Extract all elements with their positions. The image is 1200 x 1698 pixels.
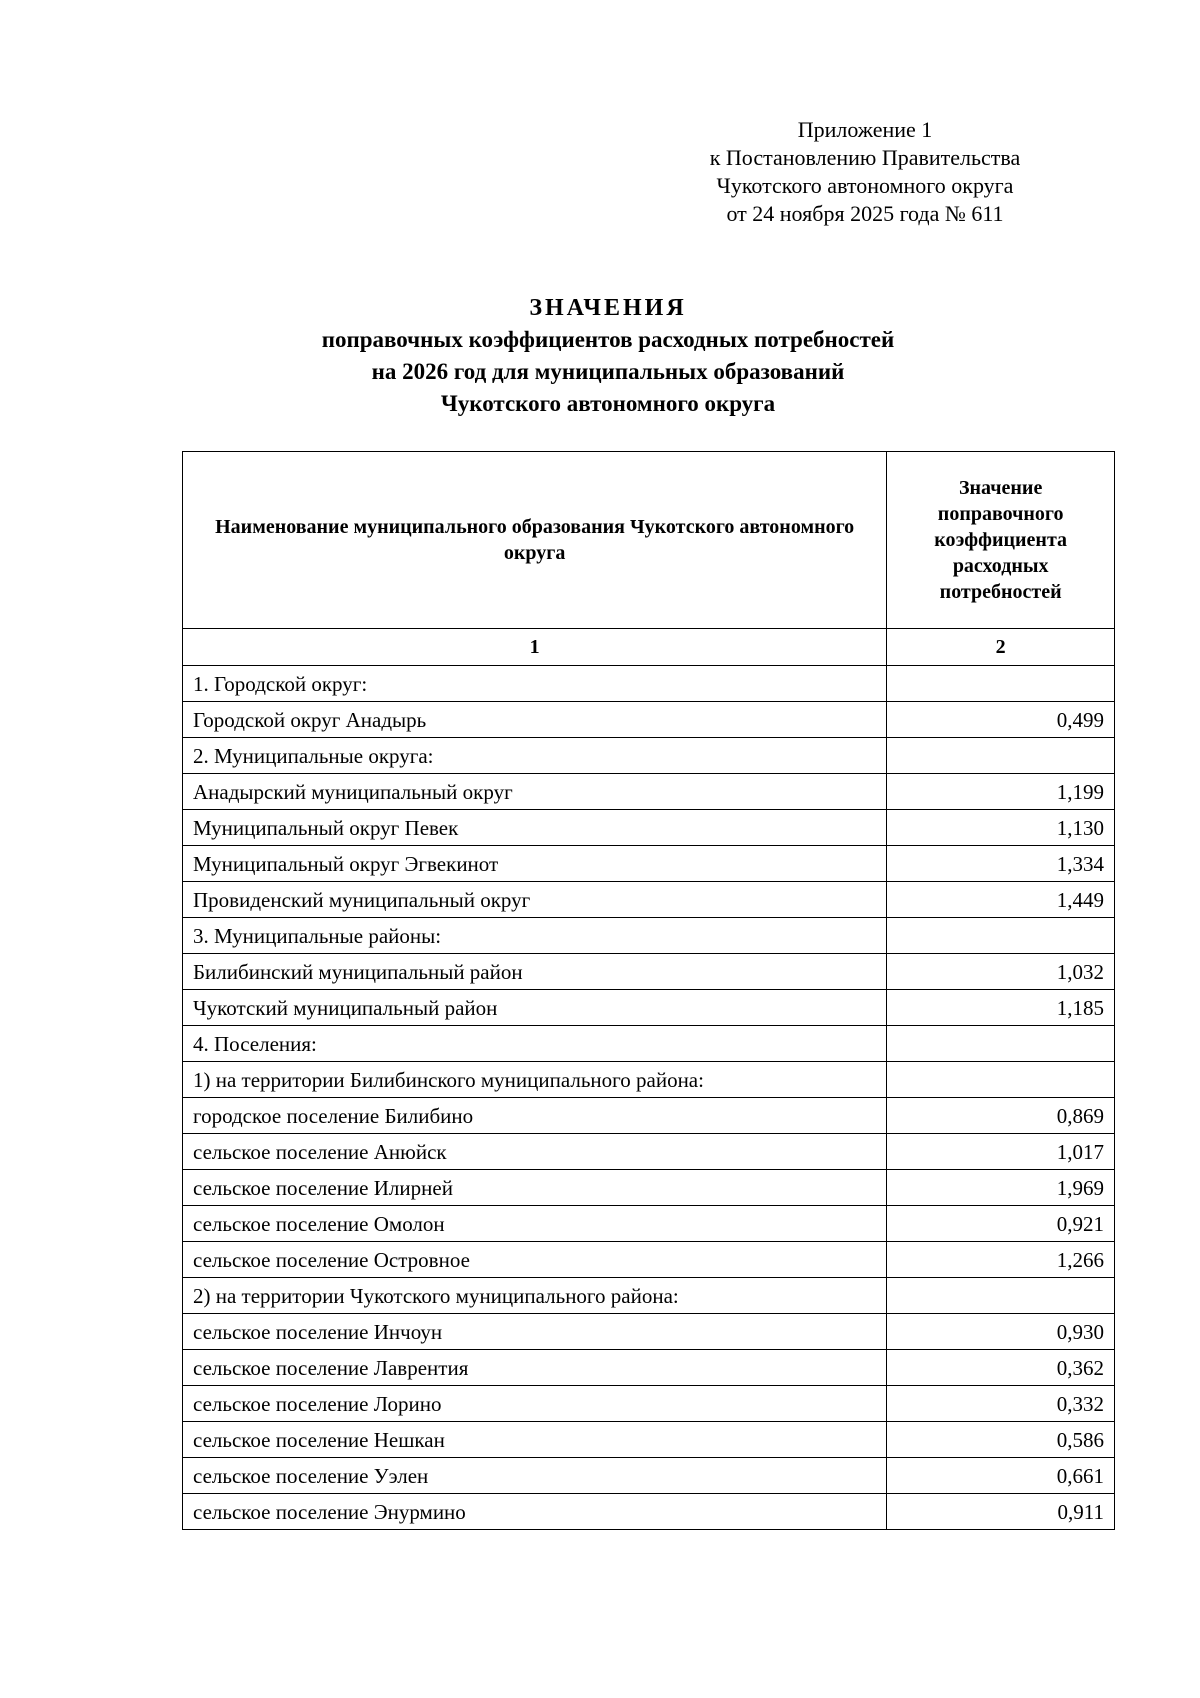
title-line-3: Чукотского автономного округа — [440, 391, 776, 416]
municipality-name-cell: 1) на территории Билибинского муниципального района: — [183, 1062, 887, 1098]
coefficients-table — [182, 451, 1115, 1530]
table-row — [183, 1350, 1115, 1386]
table-row — [183, 738, 1115, 774]
table-row — [183, 918, 1115, 954]
table-row — [183, 1386, 1115, 1422]
municipality-name-cell: сельское поселение Энурмино — [183, 1494, 887, 1530]
table-body — [183, 666, 1115, 1530]
municipality-name-cell: городское поселение Билибино — [183, 1098, 887, 1134]
municipality-name-cell: Билибинский муниципальный район — [183, 954, 887, 990]
municipality-name-cell: Муниципальный округ Эгвекинот — [183, 846, 887, 882]
coefficient-value-cell: 0,930 — [887, 1314, 1115, 1350]
municipality-name-cell: 2) на территории Чукотского муниципального района: — [183, 1278, 887, 1314]
coefficient-value-cell — [887, 1026, 1115, 1062]
table-row — [183, 1026, 1115, 1062]
coefficient-value-cell: 0,661 — [887, 1458, 1115, 1494]
appendix-region: Чукотского автономного округа — [716, 173, 1014, 198]
municipality-name-cell: 1. Городской округ: — [183, 666, 887, 702]
appendix-decree-ref: к Постановлению Правительства — [709, 145, 1021, 170]
coefficient-value-cell: 0,921 — [887, 1206, 1115, 1242]
coefficient-value-cell: 0,362 — [887, 1350, 1115, 1386]
document-title — [180, 292, 1036, 420]
table-row — [183, 990, 1115, 1026]
table-row — [183, 882, 1115, 918]
coefficient-value-cell: 1,969 — [887, 1170, 1115, 1206]
municipality-name-cell: сельское поселение Анюйск — [183, 1134, 887, 1170]
coefficient-value-cell: 1,199 — [887, 774, 1115, 810]
table-row — [183, 1170, 1115, 1206]
coefficient-value-cell — [887, 1062, 1115, 1098]
municipality-name-cell: сельское поселение Островное — [183, 1242, 887, 1278]
header-municipality-name: Наименование муниципального образования Чукотского автономного округа — [183, 452, 887, 629]
coefficient-value-cell: 1,334 — [887, 846, 1115, 882]
coefficient-value-cell: 1,449 — [887, 882, 1115, 918]
appendix-date-number: от 24 ноября 2025 года № 611 — [726, 201, 1004, 226]
municipality-name-cell: сельское поселение Омолон — [183, 1206, 887, 1242]
coefficient-value-cell — [887, 918, 1115, 954]
table-row — [183, 810, 1115, 846]
coefficient-value-cell: 0,499 — [887, 702, 1115, 738]
table-row — [183, 1314, 1115, 1350]
table-row — [183, 774, 1115, 810]
column-number-2: 2 — [887, 629, 1115, 666]
table-row — [183, 846, 1115, 882]
coefficient-value-cell: 0,869 — [887, 1098, 1115, 1134]
municipality-name-cell: сельское поселение Уэлен — [183, 1458, 887, 1494]
column-number-1: 1 — [183, 629, 887, 666]
table-row — [183, 702, 1115, 738]
municipality-name-cell: Провиденский муниципальный округ — [183, 882, 887, 918]
column-number-row — [183, 629, 1115, 666]
table-row — [183, 1098, 1115, 1134]
title-line-2: на 2026 год для муниципальных образований — [371, 359, 845, 384]
table-row — [183, 1458, 1115, 1494]
municipality-name-cell: 2. Муниципальные округа: — [183, 738, 887, 774]
title-main: ЗНАЧЕНИЯ — [529, 295, 687, 321]
municipality-name-cell: 4. Поселения: — [183, 1026, 887, 1062]
municipality-name-cell: Чукотский муниципальный район — [183, 990, 887, 1026]
municipality-name-cell: Анадырский муниципальный округ — [183, 774, 887, 810]
coefficient-value-cell: 1,185 — [887, 990, 1115, 1026]
table-row — [183, 1494, 1115, 1530]
coefficient-value-cell: 0,911 — [887, 1494, 1115, 1530]
coefficient-value-cell: 1,017 — [887, 1134, 1115, 1170]
table-row — [183, 666, 1115, 702]
municipality-name-cell: сельское поселение Илирней — [183, 1170, 887, 1206]
municipality-name-cell: сельское поселение Инчоун — [183, 1314, 887, 1350]
appendix-reference — [640, 116, 1090, 228]
title-line-1: поправочных коэффициентов расходных потребностей — [321, 327, 895, 352]
table-row — [183, 1062, 1115, 1098]
table-row — [183, 1206, 1115, 1242]
table-row — [183, 954, 1115, 990]
coefficient-value-cell: 0,332 — [887, 1386, 1115, 1422]
coefficient-value-cell: 1,130 — [887, 810, 1115, 846]
coefficient-value-cell — [887, 738, 1115, 774]
table-row — [183, 1242, 1115, 1278]
appendix-number: Приложение 1 — [797, 117, 933, 142]
municipality-name-cell: Городской округ Анадырь — [183, 702, 887, 738]
municipality-name-cell: сельское поселение Нешкан — [183, 1422, 887, 1458]
header-coefficient-value: Значение поправочного коэффициента расходных потребностей — [887, 452, 1115, 629]
table-row — [183, 1134, 1115, 1170]
coefficient-value-cell: 1,266 — [887, 1242, 1115, 1278]
municipality-name-cell: 3. Муниципальные районы: — [183, 918, 887, 954]
coefficient-value-cell: 0,586 — [887, 1422, 1115, 1458]
table-row — [183, 1422, 1115, 1458]
coefficient-value-cell — [887, 666, 1115, 702]
coefficient-value-cell — [887, 1278, 1115, 1314]
table-header-row — [183, 452, 1115, 629]
municipality-name-cell: сельское поселение Лаврентия — [183, 1350, 887, 1386]
municipality-name-cell: сельское поселение Лорино — [183, 1386, 887, 1422]
table-row — [183, 1278, 1115, 1314]
coefficient-value-cell: 1,032 — [887, 954, 1115, 990]
municipality-name-cell: Муниципальный округ Певек — [183, 810, 887, 846]
